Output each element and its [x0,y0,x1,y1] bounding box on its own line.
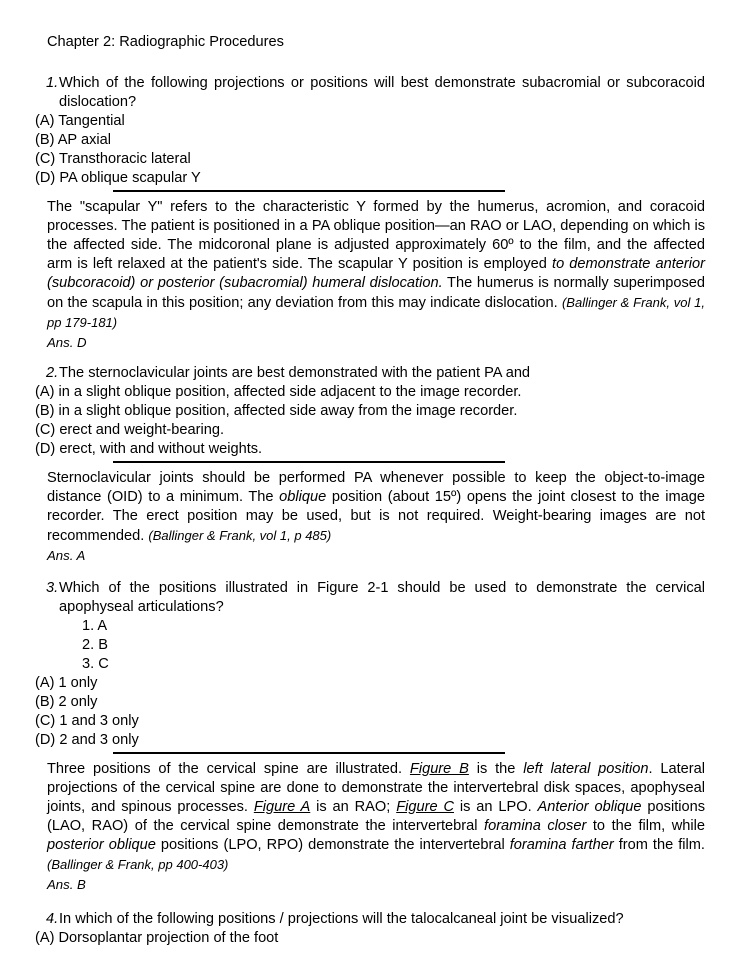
option-item: (C) Transthoracic lateral [35,151,191,167]
answer-line: Ans. D [47,335,87,350]
question-number: 3. [46,580,59,596]
sub-option-item: 2. B [82,637,108,653]
sub-option-item: 3. C [82,656,109,672]
option-item: (A) Tangential [35,113,125,129]
option-item: (B) AP axial [35,132,111,148]
option-item: (B) 2 only [35,694,98,710]
option-item: (A) in a slight oblique position, affected side adjacent to the image recorder. [35,384,522,400]
option-item: (D) 2 and 3 only [35,732,139,748]
option-item: (B) in a slight oblique position, affected side away from the image recorder. [35,403,518,419]
question-text: Which of the positions illustrated in Figure 2-1 should be used to demonstrate the cervical apophyseal articulations? [59,580,705,615]
question-row-4 [46,910,705,929]
explanation-paragraph: Three positions of the cervical spine are illustrated. Figure B is the left lateral position. Lateral projections of the cervical spine are done to demonstrate the intervertebral disk spaces, apophyseal joints, and spinous processes. Figure A is an RAO; Figure C is an LPO. Anterior oblique positions (LAO, RAO) of the cervical spine demonstrate the intervertebral foramina closer to the film, while posterior oblique positions (LPO, RPO) demonstrate the intervertebral foramina farther from the film. (Ballinger & Frank, pp 400-403) [47,761,706,872]
question-block-4 [35,910,705,948]
option-item: (C) 1 and 3 only [35,713,139,729]
sub-options-list [35,617,705,674]
options-list-4 [35,929,705,948]
sub-option-item: 1. A [82,618,108,634]
explanation-paragraph: The "scapular Y" refers to the characteristic Y formed by the humerus, acromion, and coracoid processes. The patient is positioned in a PA oblique position—an RAO or LAO, depending on which is the affected side. The midcoronal plane is adjusted approximately 60º to the film, and the affected arm is left relaxed at the patient's side. The scapular Y position is employed to demonstrate anterior (subcoracoid) or posterior (subacromial) humeral dislocation. The humerus is normally superimposed on the scapula in this position; any deviation from this may indicate dislocation. (Ballinger & Frank, vol 1, pp 179-181) [47,199,706,330]
option-item: (A) Dorsoplantar projection of the foot [35,930,279,946]
separator-line [113,190,505,192]
question-text: Which of the following projections or positions will best demonstrate subacromial or subcoracoid dislocation? [59,75,705,110]
option-item: (D) erect, with and without weights. [35,441,263,457]
options-list-1 [35,112,705,188]
question-block-2 [35,364,705,565]
question-text: The sternoclavicular joints are best demonstrated with the patient PA and [59,365,531,381]
separator-line [113,461,505,463]
chapter-title: Chapter 2: Radiographic Procedures [47,34,284,50]
option-item: (C) erect and weight-bearing. [35,422,224,438]
question-number: 2. [46,365,59,381]
option-item: (D) PA oblique scapular Y [35,170,201,186]
answer-line: Ans. B [47,877,86,892]
question-block-1 [35,74,705,352]
explanation-paragraph: Sternoclavicular joints should be performed PA whenever possible to keep the object-to-image distance (OID) to a minimum. The oblique position (about 15º) opens the joint closest to the image recorder. The erect position may be used, but is not required. Weight-bearing images are not recommended. (Ballinger & Frank, vol 1, p 485) [47,470,705,544]
question-text: In which of the following positions / projections will the talocalcaneal joint be visualized? [59,911,624,927]
question-row-3 [46,579,705,617]
options-list-3 [35,674,705,750]
option-item: (A) 1 only [35,675,98,691]
options-list-2 [35,383,705,459]
separator-line [113,752,505,754]
question-number: 4. [46,911,59,927]
question-row-2 [46,364,705,383]
answer-line: Ans. A [47,548,86,563]
question-number: 1. [46,75,59,91]
question-block-3 [35,579,705,894]
question-row-1 [46,74,705,112]
